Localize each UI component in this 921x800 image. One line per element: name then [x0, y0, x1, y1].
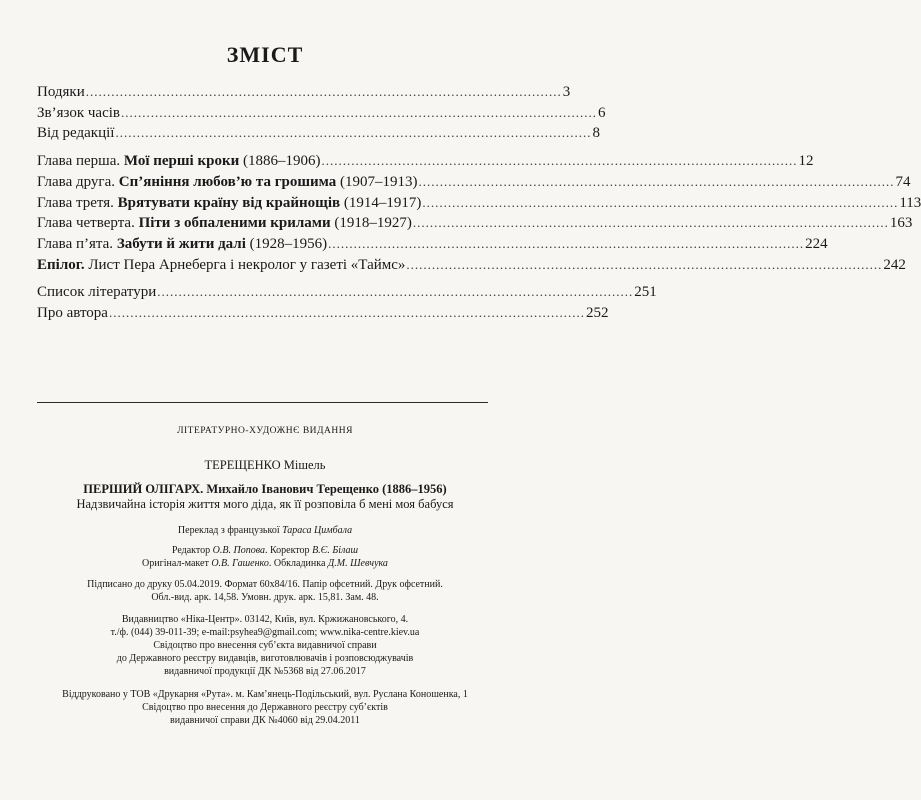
imprint-translator: Тараса Цимбала: [282, 525, 353, 536]
toc-leader: [121, 103, 597, 124]
imprint-subtitle: Надзвичайна історія життя мого діда, як її розповіла б мені моя бабуся: [76, 497, 454, 511]
toc-entry-page: 12: [798, 153, 814, 170]
toc-entry-title: Піти з обпаленими крилами: [138, 215, 331, 232]
toc-list: [37, 82, 921, 324]
toc-entry-title: Епілог.: [37, 256, 85, 273]
toc-leader: [419, 172, 895, 193]
toc-entry-years: (1886–1906): [239, 153, 321, 170]
toc-entry: [37, 282, 657, 303]
toc-entry-page: 8: [592, 125, 600, 142]
toc-entry-page: 224: [805, 235, 828, 252]
toc-entry-page: 3: [562, 84, 571, 100]
toc-entry-years: (1907–1913): [336, 173, 418, 190]
toc-leader: [406, 255, 882, 276]
toc-leader: [322, 151, 798, 172]
imprint-title: ПЕРШИЙ ОЛІГАРХ. Михайло Іванович Терещенко (1886–1956): [83, 482, 447, 496]
toc-leader: [328, 234, 804, 255]
toc-entry-page: 163: [889, 215, 913, 232]
toc-entry-page: 113: [899, 194, 921, 211]
imprint-cover: Д.М. Шевчука: [327, 558, 388, 569]
toc-entry: [37, 234, 828, 255]
toc-entry-label: Глава перша.: [37, 153, 124, 170]
divider: [37, 402, 488, 403]
toc-leader: [157, 282, 633, 303]
toc-entry-years: Лист Пера Арнеберга і некролог у газеті «Таймс»: [84, 256, 406, 273]
toc-entry-label: Про автора: [37, 305, 108, 322]
toc-entry-title: Врятувати країну від крайнощів: [117, 194, 341, 211]
imprint-publisher: Видавництво «Ніка-Центр». 03142, Київ, вул. Кржижановського, 4. т./ф. (044) 39-011-39; e-mail:psyhea9@gmail.com; www.nika-centre.kiev.ua Свідоцтво про внесення суб’єкта видавничої справи до Державного реєстру видавців, виготовлювачів і розповсюджувачів видавничої продукції ДК №5368 від 27.06.2017: [110, 614, 420, 677]
toc-entry-years: (1914–1917): [340, 194, 422, 211]
toc-entry-page: 6: [597, 104, 606, 121]
toc-entry-label: Глава четверта.: [37, 215, 139, 232]
toc-leader: [109, 303, 585, 324]
toc-entry: [37, 82, 571, 103]
imprint-layout: О.В. Гашенко: [211, 558, 269, 569]
imprint-author: ТЕРЕЩЕНКО Мішель: [204, 458, 326, 472]
toc-entry-label: Глава третя.: [37, 194, 118, 211]
imprint-translation: Переклад з французької Тараса Цимбала: [177, 525, 353, 536]
toc-entry-title: Мої перші кроки: [123, 153, 240, 170]
toc-leader: [115, 123, 591, 144]
toc-entry-page: 251: [634, 284, 657, 301]
toc-entry: [37, 213, 913, 234]
toc-entry: [37, 255, 906, 276]
imprint-printer: Віддруковано у ТОВ «Друкарня «Рута». м. Кам’янець-Подільський, вул. Руслана Коношенка, 1 Свідоцтво про внесення до Державного реєстру суб’єктів видавничої справи ДК №4060 від 29.04.2011: [62, 689, 468, 726]
toc-entry-label: Зв’язок часів: [37, 104, 120, 121]
toc-entry: [37, 123, 600, 144]
toc-entry-label: Від редакції: [37, 125, 115, 142]
toc-entry-label: Подяки: [37, 84, 85, 100]
imprint-editors: Редактор О.В. Попова. Коректор В.Є. Білаш Оригінал-макет О.В. Гашенко. Обкладинка Д.М. Шевчука: [142, 545, 388, 569]
imprint-genre: ЛІТЕРАТУРНО-ХУДОЖНЄ ВИДАННЯ: [177, 426, 353, 436]
toc-entry-title: Забути й жити далі: [116, 235, 246, 252]
imprint-corrector: В.Є. Білаш: [312, 545, 359, 556]
toc-entry-label: Список літератури: [37, 284, 157, 301]
toc-leader: [422, 193, 898, 214]
toc-entry-label: Глава друга.: [37, 173, 119, 190]
toc-entry: [37, 103, 606, 124]
toc-leader: [86, 82, 562, 103]
toc-entry-page: 242: [883, 256, 906, 273]
toc-entry-page: 252: [585, 305, 609, 322]
imprint-editor: О.В. Попова: [212, 545, 265, 556]
toc-entry-page: 74: [895, 173, 911, 190]
imprint-print-details: Підписано до друку 05.04.2019. Формат 60x84/16. Папір офсетний. Друк офсетний. Обл.-вид. арк. 14,58. Умовн. друк. арк. 15,81. Зам. 48.: [87, 579, 443, 603]
toc-entry-years: (1928–1956): [245, 235, 328, 252]
toc-leader: [413, 213, 889, 234]
toc-entry: [37, 303, 609, 324]
toc-title: ЗМІСТ: [226, 42, 304, 67]
toc-entry: [37, 172, 911, 193]
toc-entry-title: Сп’яніння любов’ю та грошима: [118, 173, 337, 190]
imprint-title-block: [30, 482, 500, 512]
toc-entry: [37, 193, 921, 214]
toc-entry-years: (1918–1927): [330, 215, 412, 232]
toc-entry: [37, 151, 814, 172]
toc-entry-label: Глава п’ята.: [37, 235, 117, 252]
